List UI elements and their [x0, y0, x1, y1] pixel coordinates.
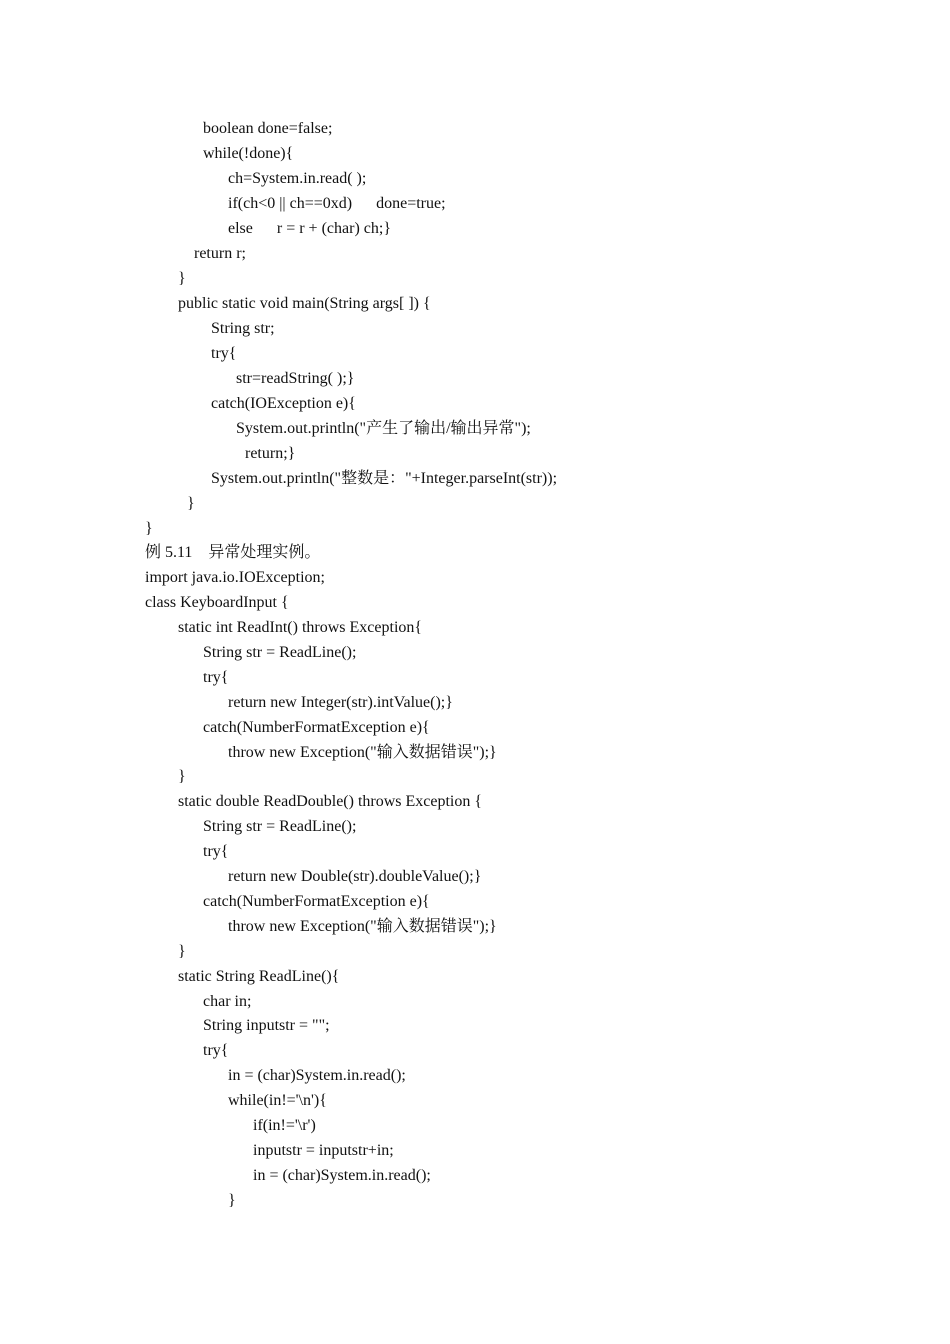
code-line: if(in!='\r')	[253, 1117, 316, 1134]
code-line: in = (char)System.in.read();	[228, 1067, 406, 1084]
code-line: try{	[203, 843, 229, 860]
code-line: }	[187, 495, 195, 512]
code-line: while(!done){	[203, 145, 294, 162]
code-line: try{	[211, 345, 237, 362]
code-line: String str;	[211, 320, 275, 337]
code-line: catch(NumberFormatException e){	[203, 893, 430, 910]
code-line: boolean done=false;	[203, 120, 333, 137]
code-line: catch(IOException e){	[211, 395, 356, 412]
code-line: while(in!='\n'){	[228, 1092, 327, 1109]
code-line: }	[178, 943, 186, 960]
code-line: throw new Exception("输入数据错误");}	[228, 744, 497, 761]
code-line: else r = r + (char) ch;}	[228, 220, 391, 237]
code-line: }	[228, 1192, 236, 1209]
code-line: ch=System.in.read( );	[228, 170, 367, 187]
code-line: static int ReadInt() throws Exception{	[178, 619, 423, 636]
code-line: class KeyboardInput {	[145, 594, 289, 611]
code-line: static double ReadDouble() throws Exception {	[178, 793, 483, 810]
code-line: try{	[203, 669, 229, 686]
code-line: throw new Exception("输入数据错误");}	[228, 918, 497, 935]
code-line: str=readString( );}	[236, 370, 355, 387]
code-line: System.out.println("产生了输出/输出异常");	[236, 420, 531, 437]
code-line: return new Double(str).doubleValue();}	[228, 868, 482, 885]
code-line: char in;	[203, 993, 252, 1010]
code-line: System.out.println("整数是："+Integer.parseInt(str));	[211, 470, 558, 487]
code-line: }	[145, 520, 153, 537]
code-line: catch(NumberFormatException e){	[203, 719, 430, 736]
code-line: try{	[203, 1042, 229, 1059]
code-line: }	[178, 768, 186, 785]
code-line: in = (char)System.in.read();	[253, 1167, 431, 1184]
code-line: inputstr = inputstr+in;	[253, 1142, 394, 1159]
code-line: return r;	[194, 245, 246, 262]
code-line: String inputstr = "";	[203, 1017, 330, 1034]
code-line: import java.io.IOException;	[145, 569, 325, 586]
code-line: }	[178, 270, 186, 287]
code-line: String str = ReadLine();	[203, 818, 357, 835]
code-line: return new Integer(str).intValue();}	[228, 694, 453, 711]
example-caption: 例 5.11 异常处理实例。	[145, 544, 321, 561]
code-line: String str = ReadLine();	[203, 644, 357, 661]
code-line: return;}	[245, 445, 296, 462]
code-line: public static void main(String args[ ]) {	[178, 295, 431, 312]
code-line: if(ch<0 || ch==0xd) done=true;	[228, 195, 446, 212]
code-line: static String ReadLine(){	[178, 968, 340, 985]
